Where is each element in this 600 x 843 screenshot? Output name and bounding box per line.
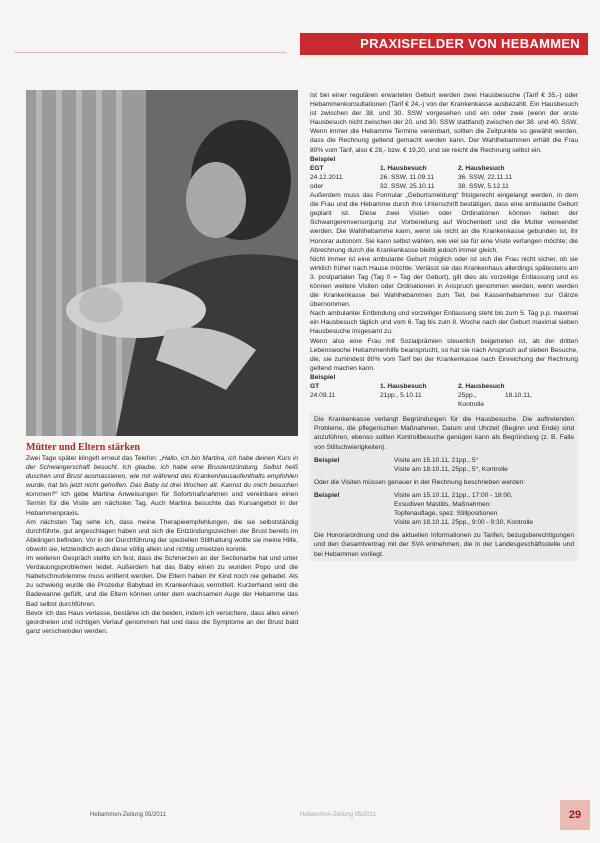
table-header: EGT	[310, 164, 324, 172]
table-cell: 38. SSW, 5.12.11	[458, 182, 509, 190]
right-column	[310, 91, 578, 561]
table-header: GT	[310, 383, 320, 390]
example-line	[394, 456, 574, 474]
quoted-call: „Hallo, ich bin Martina, ich habe deinen Kurs in der Schwangerschaft besucht. Ich glaube, ich habe eine Brustentzündung. Selbst heiß duschen und Brust ausmassieren, wie mir während des Krankenhausaufenthalts empfohlen wurde, hat bis jetzt nicht geholfen. Das Baby ist drei Wochen alt. Kannst du mich besuchen kommen?“	[26, 455, 298, 499]
footer-publication: Hebammen-Zeitung 05/2011	[90, 812, 166, 818]
table-cell: 36. SSW, 22.11.11	[458, 173, 513, 181]
right-paragraph-2: Außerdem muss das Formular „Geburtsmeldung“ fristgerecht eingelangt werden, in dem die Frau und die Hebamme durch ihre Unterschrift bestätigen, dass eine ambulante Geburt geplant ist. Diese zwei Visiten oder Ordinationen können neben der Schwangerenversorgung zur Vorbereitung auf Wochenbett und die Mutter verwendet werden. Die Wahlhebamme kann, wenn sie nicht an die Krankenkasse gebunden ist, ihr Honorar autonom. Sie kann selbst wählen, wie viel sie für eine Visite verlangen möchte; die Abrechnung durch die Krankenkasse bleibt jedoch immer gleich.	[310, 192, 578, 254]
table-header: 1. Hausbesuch	[380, 164, 427, 172]
example-text: Visite am 18.10.11, 25pp., 5°, Kontrolle	[394, 465, 508, 473]
right-paragraph-4: Nach ambulanter Entbindung und vorzeitiger Entlassung steht bis zum 5. Tag p.p. maximal ein Hausbesuch täglich und vom 6. Tag bis zum 8. Woche nach der Geburt maximal sieben Hausbesuche insgesamt zu.	[310, 310, 578, 336]
example-2	[310, 373, 578, 409]
table-cell: 32. SSW, 25.10.11	[380, 182, 435, 190]
mother-baby-photo	[26, 90, 298, 436]
right-paragraph-3: Nicht immer ist eine ambulante Geburt möglich oder ist sich die Frau nicht sicher, ob sie wirklich früher nach Hause möchte. Verlässt sie das Krankenhaus allerdings spätestens am 3. postpartalen Tag (Tag 0 = Tag der Geburt), gilt dies als vorzeitige Entlassung und es können weitere Visiten oder Ordinationen in Anspruch genommen werden, wenn werden die Krankenkasse bei Wahlhebammen zum Teil, bei Kassenhebammen zur Gänze übernommen.	[310, 255, 578, 309]
info-box	[310, 413, 578, 560]
example-3	[314, 456, 574, 474]
example-text: Visite am 18.10.11, 25pp., 9:00 - 9:30, Kontrolle	[394, 519, 534, 527]
table-header: 2. Hausbesuch	[458, 164, 505, 172]
paragraph-continuation: Ich gebe Martina Anweisungen für Sofortmaßnahmen und vereinbare einen Termin für die Visite am nächsten Tag. Auch Martina besuchte das Kursangebot in der Hebammenpraxis.	[26, 491, 298, 517]
example-1	[310, 155, 578, 191]
example-text: Visite am 15.10.11, 21pp., 17:00 - 18:00,	[394, 491, 513, 499]
example-label: Beispiel	[310, 373, 336, 381]
right-paragraph-6: Die Krankenkasse verlangt Begründungen für die Hausbesuche. Die auftretenden Probleme, die pflegerischen Maßnahmen, Datum und Uhrzeit (Beginn und Ende) sind anzuführen, ebenso sollten Kontrollbesuche genügen kann als Begründung (z. B. Falle von Stillschwierigkeiten).	[314, 416, 574, 451]
paragraph-intro: Zwei Tage später klingelt erneut das Telefon:	[26, 455, 158, 462]
table-header: 2. Hausbesuch	[458, 383, 505, 390]
footer-publication-faint: Hebammen-Zeitung 05/2011	[300, 812, 376, 818]
paragraph-1	[26, 454, 298, 518]
example-text: Visite am 15.10.11, 21pp., 5°	[394, 456, 479, 464]
example-4	[314, 491, 574, 527]
table-cell: 26. SSW, 11.09.11	[380, 173, 435, 181]
paragraph-3: Im weiteren Gespräch stellte ich fest, dass die Schmerzen an der Sectionarbe hat und unter Verdauungsproblemen leidet. Außerdem hat das Baby einen zu wunden Popo und die Nabelschnurklemme muss entfernt werden. Die Eltern haben ihr Kind noch nie gebadet. Als zu schwierig wurde die Prozedur Babybad im Krankenhaus vermittelt. Kurzerhand wird die Badewanne gefüllt, und die Eltern können unter dem wachsamen Auge der Hebamme das Bad selbst durchführen.	[26, 555, 298, 608]
example-label: Beispiel	[314, 491, 340, 499]
example-text: Exsudiven Mastitis, Maßnahmen:	[394, 501, 492, 509]
table-cell: 21pp., 5.10.11	[380, 392, 422, 400]
left-column	[26, 454, 298, 636]
example-label: Beispiel	[314, 456, 340, 464]
right-paragraph-7: Oder die Visiten müssen genauer in der Rechnung beschrieben werden:	[314, 478, 526, 486]
page-number: 29	[568, 809, 582, 821]
example-1-table	[310, 164, 578, 191]
example-label: Beispiel	[310, 155, 336, 163]
table-header: 1. Hausbesuch	[380, 383, 427, 390]
table-cell: 25pp., 18.10.11, Kontrolle	[458, 392, 532, 409]
table-cell: oder	[310, 182, 324, 190]
table-cell: 24.12.2011	[310, 173, 343, 181]
right-paragraph-8: Die Honorarordnung und die aktuellen Informationen zu Tarifen, bezugsberechtigungen und den Gesamtvertrag mit der SVA entnehmen, die in der Landesgeschäftsstelle und bei Hebammen vorliegt.	[314, 532, 574, 558]
top-rule	[14, 52, 286, 53]
section-title: PRAXISFELDER VON HEBAMMEN	[360, 36, 580, 51]
right-paragraph-1: Ist bei einer regulären erwarteten Geburt werden zwei Hausbesuche (Tarif € 35,-) oder Hebammenkonsultationen (Tarif € 24,-) von der Krankenkasse ausbezahlt. Ein Hausbesuch ist zwischen der 38. und 30. SSW vorgesehen und ein oder zwei (wenn der erste Hausbesuch nicht zwischen der 20. und 30. SSW stattfand) zwischen der 38. und 40. SSW. Wenn immer die Hebamme Termine vereinbart, sollten die Zeitpunkte so gewählt werden, dass die Rechnung geltend gemacht werden kann. Der Wahlhebammen erhält die Frau 80% vom Tarif, also € 28,- bzw. € 19,20, und sie reicht die Rechnung selbst ein.	[310, 92, 578, 154]
example-line	[394, 491, 574, 527]
example-2-table	[310, 382, 578, 409]
section-heading: Mütter und Eltern stärken	[26, 442, 140, 453]
right-paragraph-5: Wenn also eine Frau mit Sozialprämien steuerlich beigetreten ist, ab der dritten Lebenswoche Hebammenhilfe beansprucht, so hat sie nach Anspruch auf sieben Besuche, die, sie zumindest 80% vom Tarif bei der Krankenkasse nach Einreichung der Rechnung geltend machen kann.	[310, 337, 578, 372]
paragraph-2: Am nächsten Tag sehe ich, dass meine Therapieempfehlungen, die sie selbstständig durchführte, gut angeschlagen haben und sich die Entzündungszeichen der Brust bereits im Abklingen befinden. Vor in der Durchführung der speziellen Stillhaltung wollte sie meine Hilfe, obwohl sie, letztendlich auch diese völlig allein und richtig umsetzen konnte.	[26, 518, 298, 553]
example-text: Topfenauflage, spez. Stillpositionen	[394, 510, 498, 518]
table-cell: 24.09.11	[310, 392, 336, 400]
paragraph-4: Bevor ich das Haus verlasse, bestärke ich die beiden, indem ich versichere, dass alles einen geordneten und richtigen Verlauf genommen hat und dass die Symptome an der Brust bald ganz verschwinden werden.	[26, 609, 298, 635]
